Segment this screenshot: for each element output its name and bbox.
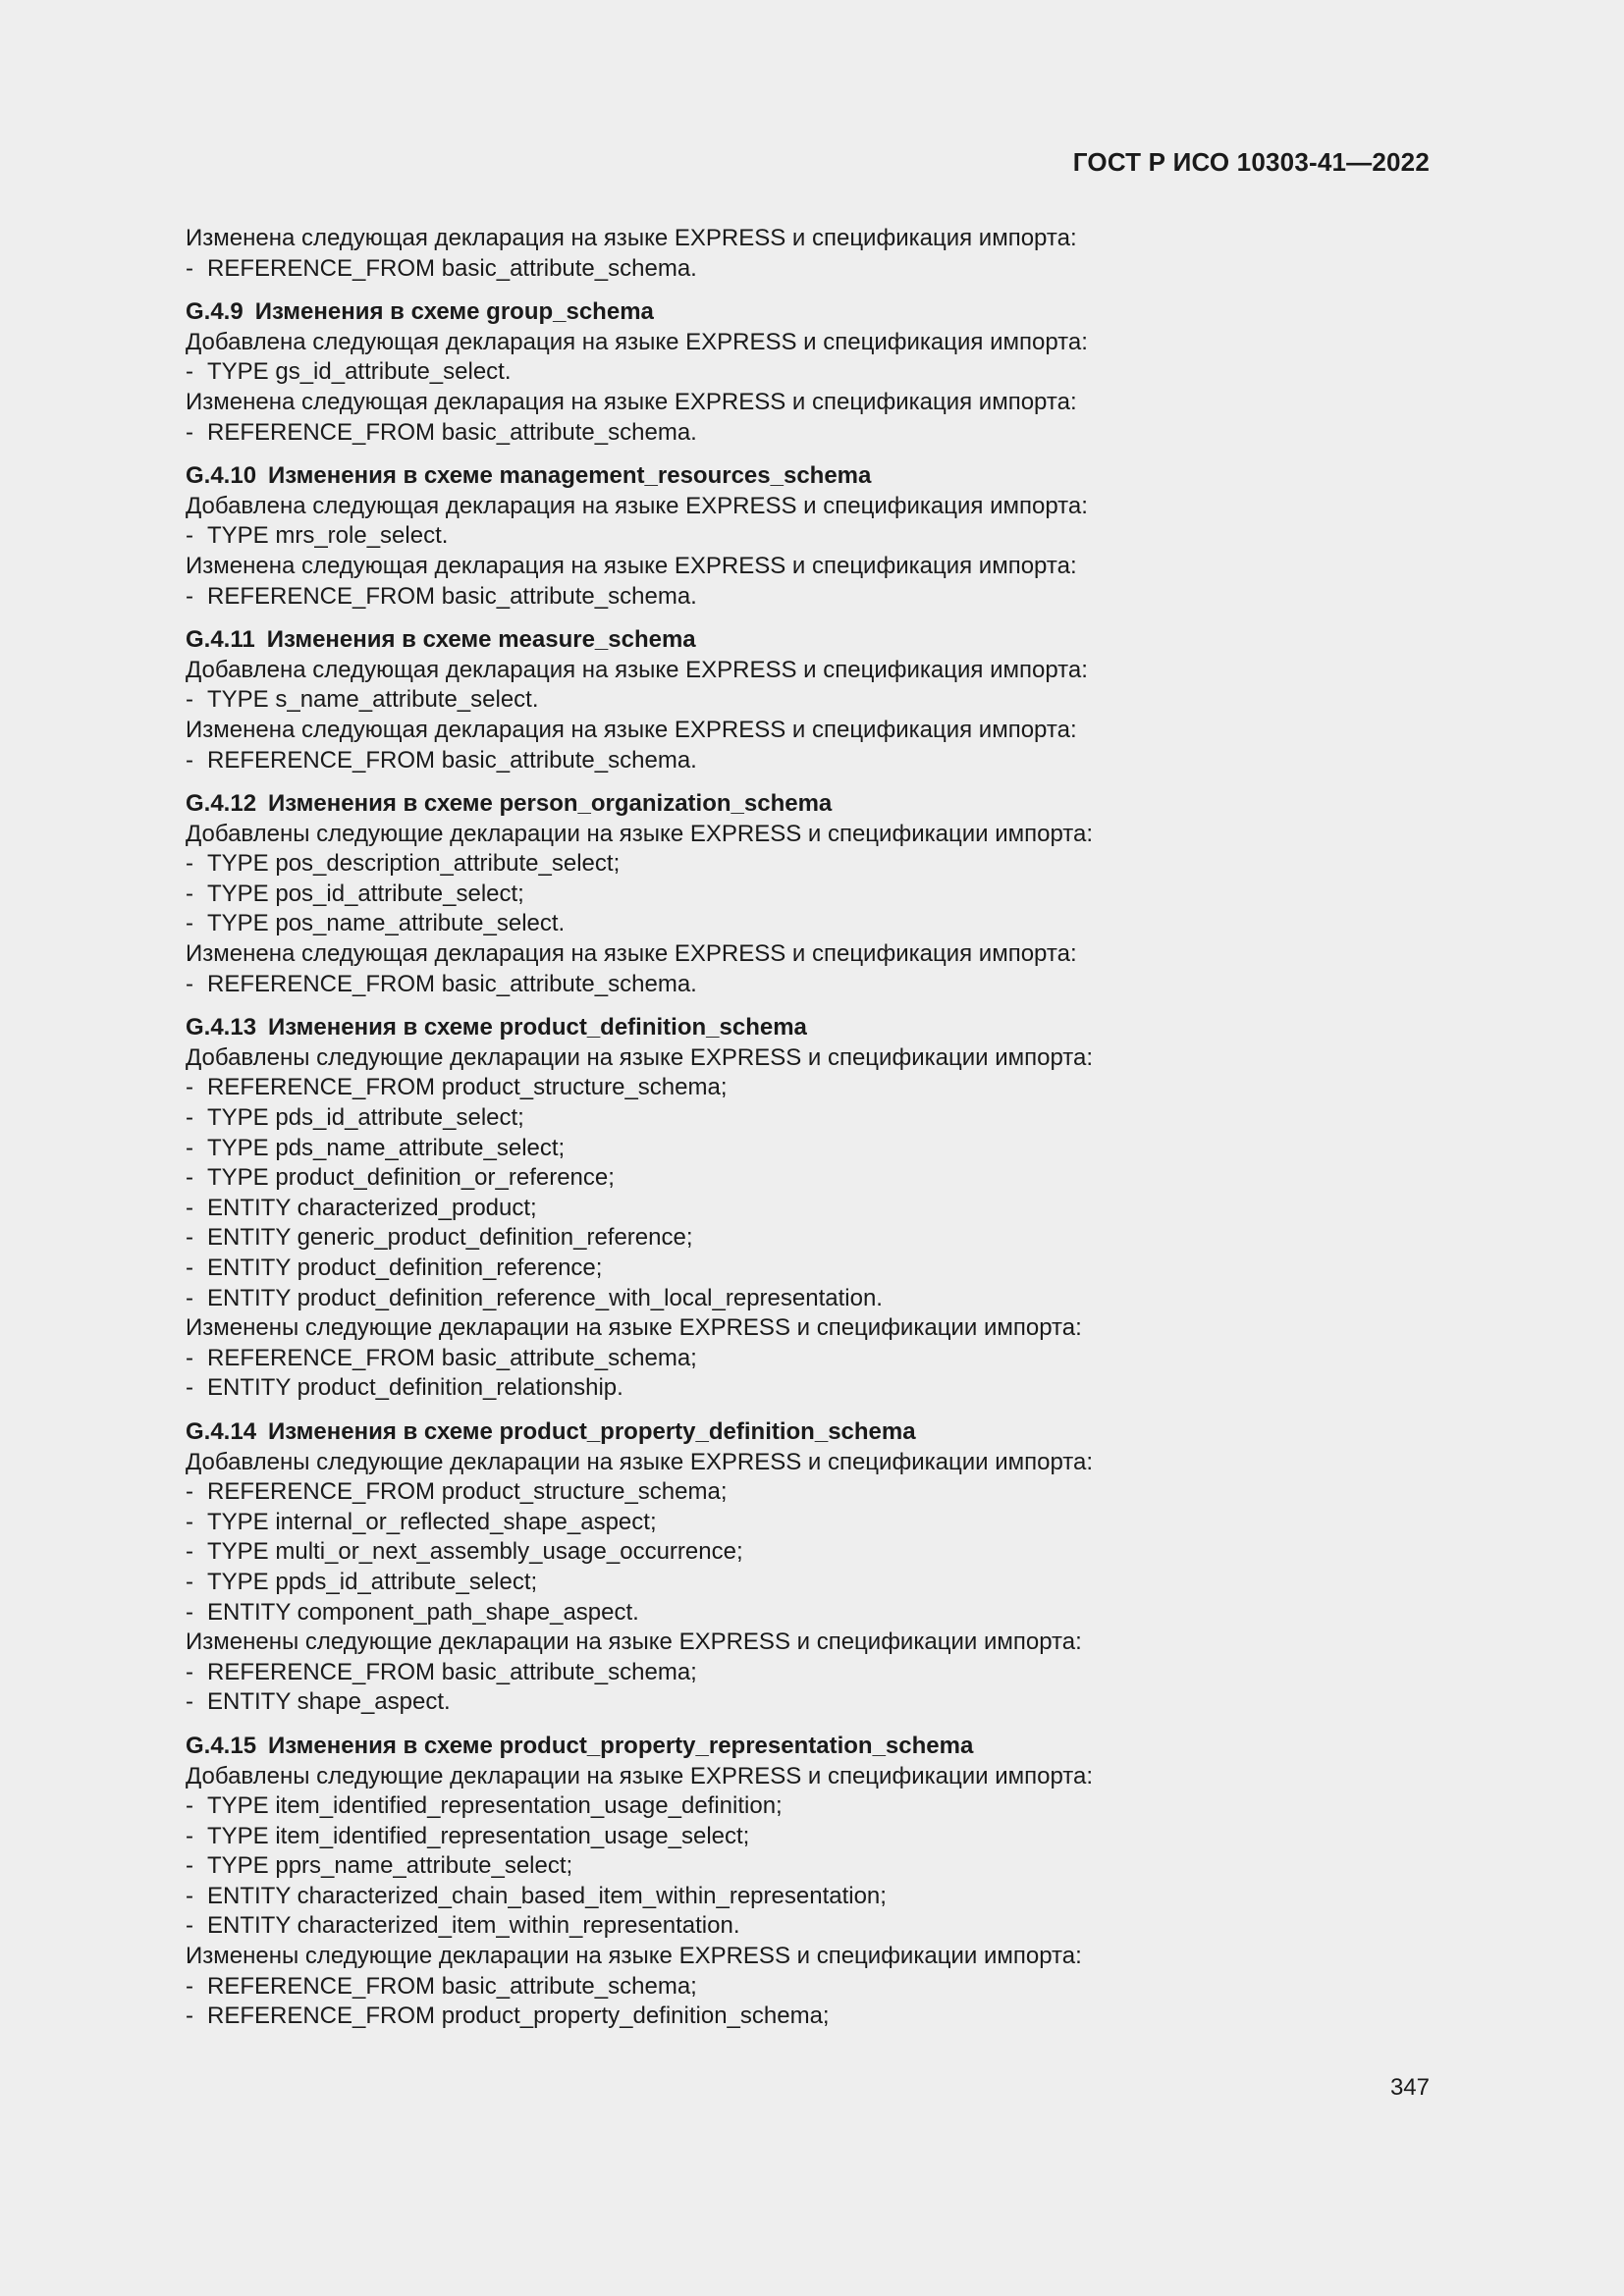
section-number: G.4.13 [186,1014,257,1041]
section [186,461,1433,612]
list-item [186,1344,1433,1374]
list-dash: - [186,1134,193,1161]
list-item-text: TYPE s_name_attribute_select. [207,686,539,714]
section-heading [186,1417,1433,1448]
list-item-text: TYPE pprs_name_attribute_select; [207,1852,573,1880]
list-dash: - [186,686,193,714]
list-item [186,1822,1433,1852]
block-lead: Изменена следующая декларация на языке EXPRESS и спецификация импорта: [186,388,1077,415]
list-item [186,418,1433,449]
list-dash: - [186,1074,193,1101]
section-title: Изменения в схеме person_organization_schema [268,790,833,818]
list-item [186,1851,1433,1882]
list-item-text: TYPE pds_id_attribute_select; [207,1104,524,1132]
list-item-text: ENTITY shape_aspect. [207,1688,451,1716]
list-dash: - [186,1538,193,1566]
list-item-text: REFERENCE_FROM basic_attribute_schema; [207,1658,697,1685]
list-item [186,1223,1433,1254]
list-item-text: REFERENCE_FROM product_structure_schema; [207,1478,728,1506]
page-number: 347 [1389,2074,1430,2101]
list-item [186,685,1433,716]
block-lead: Изменены следующие декларации на языке EXPRESS и спецификации импорта: [186,1314,1082,1342]
block-lead: Добавлена следующая декларация на языке EXPRESS и спецификация импорта: [186,492,1088,519]
list-dash: - [186,1255,193,1281]
list-item [186,1658,1433,1688]
section-title: Изменения в схеме management_resources_schema [268,462,872,490]
list-item [186,357,1433,388]
section [186,297,1433,448]
list-dash: - [186,880,193,907]
list-item [186,1791,1433,1822]
list-item-text: REFERENCE_FROM basic_attribute_schema; [207,1972,697,2000]
list-dash: - [186,1194,193,1221]
list-dash: - [186,582,193,610]
list-item-text: TYPE multi_or_next_assembly_usage_occurrence; [207,1538,743,1566]
section-heading [186,789,1433,820]
section [186,1732,1433,2032]
block-lead: Добавлены следующие декларации на языке EXPRESS и спецификации импорта: [186,1043,1094,1071]
list-dash: - [186,1688,193,1716]
list-item [186,849,1433,880]
list-item-text: REFERENCE_FROM basic_attribute_schema. [207,582,697,610]
list-dash: - [186,1104,193,1132]
block-lead: Изменена следующая декларация на языке EXPRESS и спецификация импорта: [186,552,1077,579]
list-item-text: TYPE gs_id_attribute_select. [207,358,512,386]
section-title: Изменения в схеме product_definition_schema [268,1014,807,1041]
list-item [186,746,1433,776]
section-title: Изменения в схеме group_schema [254,298,654,326]
section-title: Изменения в схеме measure_schema [266,626,696,654]
list-item-text: ENTITY product_definition_relationship. [207,1374,623,1402]
list-item [186,880,1433,910]
list-item [186,2002,1433,2032]
block-lead: Изменены следующие декларации на языке EXPRESS и спецификации импорта: [186,1943,1082,1970]
section-heading [186,625,1433,656]
list-item [186,1134,1433,1164]
list-item [186,1537,1433,1568]
list-item [186,1373,1433,1404]
list-dash: - [186,1164,193,1192]
list-item [186,1687,1433,1718]
block-lead: Добавлена следующая декларация на языке EXPRESS и спецификация импорта: [186,656,1088,683]
list-item [186,521,1433,552]
section-heading [186,1732,1433,1762]
list-item [186,1477,1433,1508]
list-item-text: TYPE pds_name_attribute_select; [207,1134,566,1161]
list-item-text: ENTITY product_definition_reference; [207,1255,603,1281]
list-item-text: TYPE item_identified_representation_usage_definition; [207,1792,783,1820]
list-dash: - [186,970,193,997]
list-item-text: ENTITY characterized_chain_based_item_within_representation; [207,1882,887,1909]
list-item-text: REFERENCE_FROM product_structure_schema; [207,1074,728,1101]
list-dash: - [186,1568,193,1595]
list-dash: - [186,1508,193,1535]
section-number: G.4.9 [186,298,244,326]
list-dash: - [186,1658,193,1685]
list-dash: - [186,910,193,937]
list-item [186,1882,1433,1912]
list-item-text: REFERENCE_FROM product_property_definition_schema; [207,2002,830,2030]
list-dash: - [186,1284,193,1311]
list-dash: - [186,522,193,550]
list-dash: - [186,1344,193,1371]
list-item-text: REFERENCE_FROM basic_attribute_schema. [207,970,697,997]
block-lead: Добавлены следующие декларации на языке EXPRESS и спецификации импорта: [186,1762,1094,1789]
list-dash: - [186,1478,193,1506]
list-dash: - [186,1882,193,1909]
list-dash: - [186,1972,193,2000]
list-item-text: TYPE ppds_id_attribute_select; [207,1568,538,1595]
list-item-text: REFERENCE_FROM basic_attribute_schema. [207,746,697,774]
list-item-text: TYPE pos_name_attribute_select. [207,910,566,937]
section [186,625,1433,775]
list-item-text: TYPE pos_id_attribute_select; [207,880,524,907]
list-item [186,254,1433,285]
list-item [186,1163,1433,1194]
list-dash: - [186,254,193,282]
list-dash: - [186,418,193,446]
section-title: Изменения в схеме product_property_definition_schema [268,1417,916,1445]
list-dash: - [186,746,193,774]
section-number: G.4.15 [186,1732,257,1759]
list-dash: - [186,1792,193,1820]
block-lead: Изменена следующая декларация на языке EXPRESS и спецификация импорта: [186,940,1077,968]
section-number: G.4.11 [186,626,255,654]
list-item [186,1911,1433,1942]
list-item [186,1284,1433,1314]
section [186,789,1433,999]
list-item-text: TYPE pos_description_attribute_select; [207,850,621,878]
list-dash: - [186,1852,193,1880]
page-content [186,224,1433,2032]
section [186,1417,1433,1718]
section-number: G.4.12 [186,790,257,818]
list-item [186,1508,1433,1538]
running-header: ГОСТ Р ИСО 10303-41—2022 [1072,147,1430,177]
list-item [186,1598,1433,1629]
list-item [186,1568,1433,1598]
section-number: G.4.14 [186,1417,257,1445]
list-dash: - [186,1374,193,1402]
list-item-text: TYPE mrs_role_select. [207,522,449,550]
list-item-text: TYPE internal_or_reflected_shape_aspect; [207,1508,657,1535]
section-title: Изменения в схеме product_property_representation_schema [268,1732,974,1759]
sections-container [186,297,1433,2032]
section-heading [186,461,1433,492]
list-dash: - [186,1224,193,1252]
section-heading [186,1013,1433,1043]
list-item-text: REFERENCE_FROM basic_attribute_schema; [207,1344,697,1371]
block-lead: Добавлена следующая декларация на языке EXPRESS и спецификация импорта: [186,328,1088,355]
list-item-text: ENTITY component_path_shape_aspect. [207,1598,639,1626]
list-item [186,1103,1433,1134]
list-item [186,582,1433,613]
list-item [186,1254,1433,1284]
list-item-text: ENTITY characterized_item_within_representation. [207,1912,740,1940]
list-item-text: TYPE product_definition_or_reference; [207,1164,615,1192]
list-item [186,1972,1433,2002]
list-dash: - [186,850,193,878]
list-item [186,1073,1433,1103]
section-number: G.4.10 [186,462,257,490]
list-item-text: TYPE item_identified_representation_usage_select; [207,1822,750,1849]
list-item [186,1194,1433,1224]
list-item-text: REFERENCE_FROM basic_attribute_schema. [207,254,697,282]
list-dash: - [186,1598,193,1626]
list-item-text: ENTITY product_definition_reference_with_local_representation. [207,1284,883,1311]
section-heading [186,297,1433,328]
list-item-text: ENTITY generic_product_definition_reference; [207,1224,693,1252]
list-dash: - [186,2002,193,2030]
block-lead: Изменены следующие декларации на языке EXPRESS и спецификации импорта: [186,1629,1082,1656]
list-dash: - [186,1822,193,1849]
list-dash: - [186,1912,193,1940]
list-item [186,909,1433,939]
list-item-text: ENTITY characterized_product; [207,1194,537,1221]
list-item [186,970,1433,1000]
intro-lead: Изменена следующая декларация на языке EXPRESS и спецификация импорта: [186,225,1077,251]
list-item-text: REFERENCE_FROM basic_attribute_schema. [207,418,697,446]
block-lead: Добавлены следующие декларации на языке EXPRESS и спецификации импорта: [186,1448,1094,1475]
section [186,1013,1433,1404]
block-lead: Добавлены следующие декларации на языке EXPRESS и спецификации импорта: [186,820,1094,847]
block-lead: Изменена следующая декларация на языке EXPRESS и спецификация импорта: [186,716,1077,743]
list-dash: - [186,358,193,386]
